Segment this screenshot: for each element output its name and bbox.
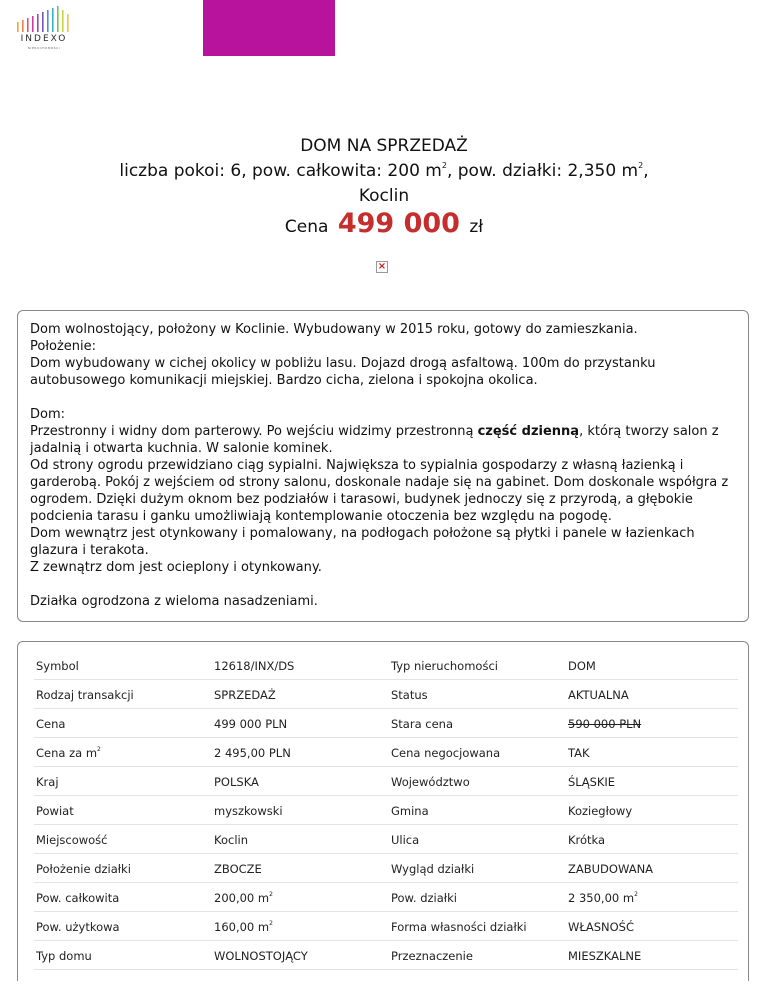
listing-title: DOM NA SPRZEDAŻ — [300, 136, 468, 156]
detail-value: 2 350,00 $m^2$ — [568, 891, 638, 905]
description-paragraph: Dom: — [30, 407, 66, 422]
detail-value: SPRZEDAŻ — [214, 688, 276, 702]
detail-label: Powiat — [36, 804, 74, 818]
logo-bar — [37, 14, 39, 32]
detail-label: Gmina — [391, 804, 429, 818]
price-value: 499 000 — [337, 208, 460, 239]
detail-value: WOLNOSTOJĄCY — [214, 949, 308, 963]
detail-label: Symbol — [36, 659, 79, 673]
detail-label: Położenie działki — [36, 862, 131, 876]
logo-bar — [17, 22, 19, 32]
detail-label: Pow. całkowita — [36, 891, 120, 905]
detail-label: Typ domu — [36, 949, 92, 963]
detail-label: Pow. działki — [391, 891, 457, 905]
price-currency: zł — [469, 217, 484, 237]
table-row — [34, 795, 738, 825]
description-paragraph: Dom wewnątrz jest otynkowany i pomalowany, na podłogach położone są płytki i panele w łazienkach glazura i terakota. — [30, 526, 695, 558]
detail-label: Cena za $m^2$ — [36, 746, 101, 760]
listing-heading — [0, 134, 768, 209]
detail-label: Ulica — [391, 833, 420, 847]
description-paragraph: Przestronny i widny dom parterowy. Po wejściu widzimy przestronną część dzienną, którą tworzy salon z jadalnią i otwarta kuchnia. W salonie kominek. — [30, 424, 719, 456]
detail-value: TAK — [568, 746, 590, 760]
logo-tagline: NIERUCHOMOŚCI — [27, 46, 61, 50]
broken-image-icon[interactable]: × — [377, 261, 387, 272]
bold-phrase: część dzienną — [477, 424, 580, 439]
detail-value: POLSKA — [214, 775, 259, 789]
listing-summary: liczba pokoi: 6, pow. całkowita: 200 $m^2$, pow. działki: 2,350 $m^2$, — [119, 161, 649, 181]
detail-label: Typ nieruchomości — [391, 659, 498, 673]
table-row — [34, 708, 738, 738]
detail-value: WŁASNOŚĆ — [568, 920, 634, 934]
detail-value: DOM — [568, 659, 596, 673]
detail-value: ŚLĄSKIE — [568, 775, 616, 789]
listing-location: Koclin — [358, 186, 410, 206]
detail-label: Cena negocjowana — [391, 746, 501, 760]
detail-value: Krótka — [568, 833, 606, 847]
detail-label: Rodzaj transakcji — [36, 688, 134, 702]
price-label: Cena — [284, 217, 329, 237]
table-row — [34, 853, 738, 883]
detail-value: 499 000 PLN — [214, 717, 288, 731]
logo-bar — [67, 14, 69, 32]
detail-value: myszkowski — [214, 804, 283, 818]
description-paragraph: Dom wolnostojący, położony w Koclinie. Wybudowany w 2015 roku, gotowy do zamieszkania. — [30, 322, 638, 337]
description-paragraph: Dom wybudowany w cichej okolicy w pobliżu lasu. Dojazd drogą asfaltową. 100m do przystanku autobusowego komunikacji miejskiej. Bardzo cicha, zielona i spokojna okolica. — [30, 356, 656, 388]
detail-value: 200,00 $m^2$ — [214, 891, 273, 905]
detail-value: ZBOCZE — [214, 862, 262, 876]
logo-bar — [47, 10, 49, 32]
promo-banner[interactable] — [203, 0, 335, 56]
logo-bar — [62, 10, 64, 32]
logo-bar — [57, 6, 59, 32]
description-paragraph: Z zewnątrz dom jest ocieplony i otynkowany. — [30, 560, 322, 575]
table-row — [34, 824, 738, 854]
logo-bar — [27, 18, 29, 32]
table-row — [34, 911, 738, 941]
detail-value: 160,00 $m^2$ — [214, 920, 273, 934]
table-row — [34, 737, 738, 767]
indexo-logo[interactable] — [14, 6, 74, 50]
logo-bar — [22, 20, 24, 32]
table-row — [34, 679, 738, 709]
detail-label: Kraj — [36, 775, 59, 789]
logo-bar — [52, 8, 54, 32]
table-row — [34, 940, 738, 970]
detail-label: Stara cena — [391, 717, 454, 731]
detail-value: AKTUALNA — [568, 688, 629, 702]
detail-value: 12618/INX/DS — [214, 659, 295, 673]
description-paragraph: Położenie: — [30, 339, 97, 354]
detail-value: 2 495,00 PLN — [214, 746, 291, 760]
detail-value: ZABUDOWANA — [568, 862, 654, 876]
detail-value: Koziegłowy — [568, 804, 633, 818]
detail-value: MIESZKALNE — [568, 949, 642, 963]
logo-wordmark: INDEXO — [20, 34, 68, 44]
detail-label: Wygląd działki — [391, 862, 475, 876]
detail-label: Miejscowość — [36, 833, 108, 847]
old-price-value: 590 000 PLN — [568, 717, 642, 731]
detail-label: Forma własności działki — [391, 920, 527, 934]
description-box — [17, 310, 749, 622]
detail-label: Status — [391, 688, 428, 702]
description-paragraph: Od strony ogrodu przewidziano ciąg sypialni. Największa to sypialnia gospodarzy z własną łazienką i garderobą. Pokój z wejściem od strony salonu, doskonale nadaje się na gabinet. Dom doskonale współgra z ogrodem. Dzięki dużym oknom bez podziałów i tarasowi, budynek jednoczy się z przyrodą, a głębokie podcienia tarasu i ganku umożliwiają kontemplowanie otoczenia bez względu na pogodę. — [30, 458, 729, 524]
details-table — [17, 641, 749, 981]
logo-bar — [32, 16, 34, 32]
table-row — [34, 766, 738, 796]
description-paragraph: Działka ogrodzona z wieloma nasadzeniami. — [30, 594, 318, 609]
detail-label: Cena — [36, 717, 66, 731]
logo-bars-icon — [17, 6, 77, 32]
table-row — [34, 650, 738, 680]
price-line — [0, 208, 768, 239]
detail-value: Koclin — [214, 833, 249, 847]
detail-label: Województwo — [391, 775, 470, 789]
detail-label: Przeznaczenie — [391, 949, 473, 963]
detail-label: Pow. użytkowa — [36, 920, 120, 934]
table-row — [34, 882, 738, 912]
logo-bar — [42, 12, 44, 32]
